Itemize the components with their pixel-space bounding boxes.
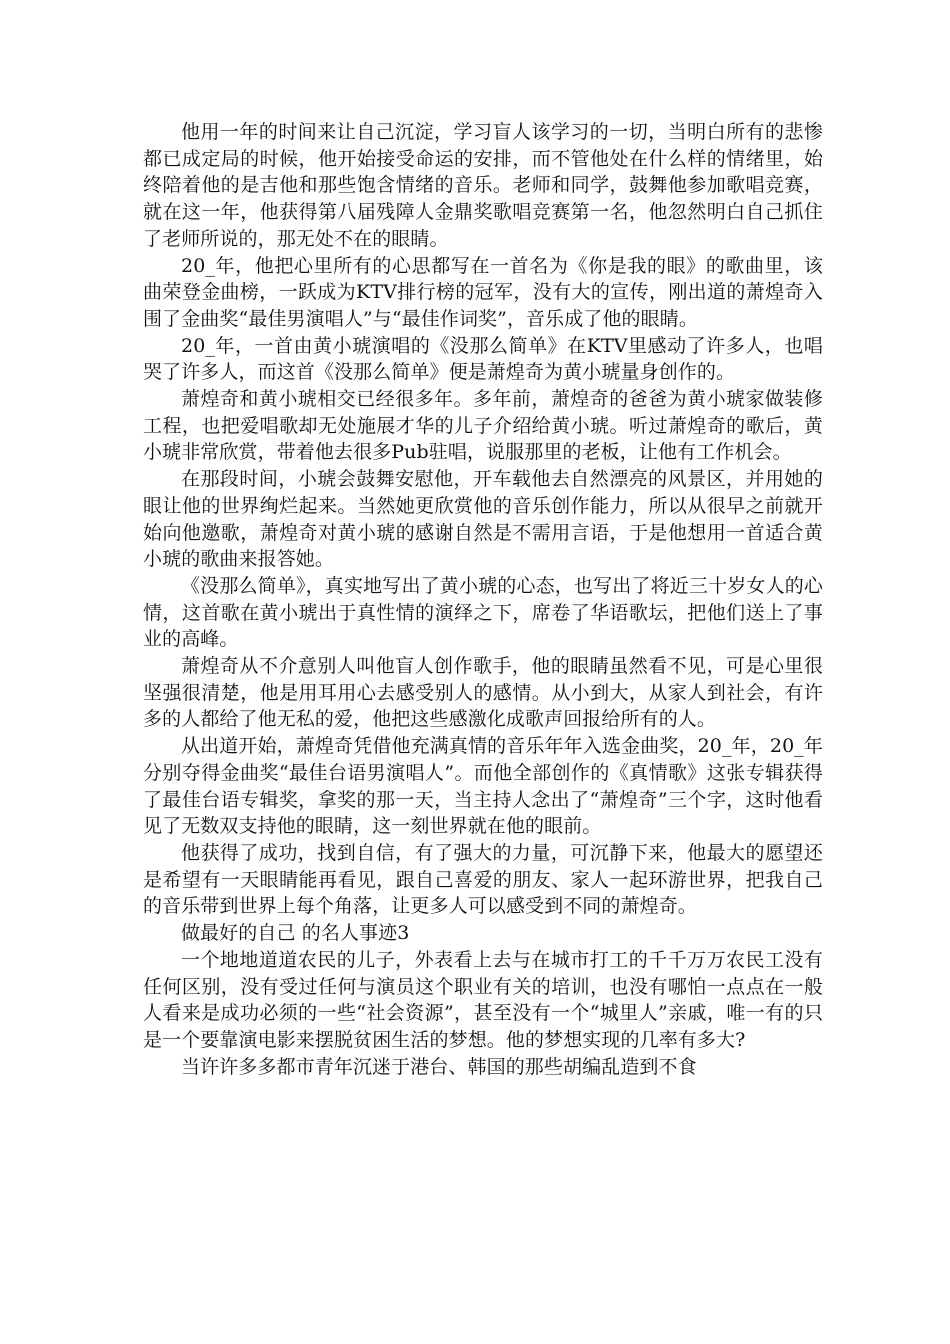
section-heading: 做最好的自己 的名人事迹3 <box>181 922 410 945</box>
paragraph: 当许许多多都市青年沉迷于港台、韩国的那些胡编乱造到不食 <box>181 1055 697 1078</box>
paragraph: 从出道开始，萧煌奇凭借他充满真情的音乐年年入选金曲奖，20_年，20_年分别夺得金曲奖“最佳台语男演唱人”。而他全部创作的《真情歌》这张专辑获得了最佳台语专辑奖，拿奖的那一天，当主持人念出了“萧煌奇”三个字，这时他看见了无数双支持他的眼睛，这一刻世界就在他的眼前。 <box>143 735 823 838</box>
paragraph: 他用一年的时间来让自己沉淀，学习盲人该学习的一切，当明白所有的悲惨都已成定局的时候，他开始接受命运的安排，而不管他处在什么样的情绪里，始终陪着他的是吉他和那些饱含情绪的音乐。老师和同学，鼓舞他参加歌唱竞赛，就在这一年，他获得第八届残障人金鼎奖歌唱竞赛第一名，他忽然明白自己抓住了老师所说的，那无处不在的眼睛。 <box>143 121 823 250</box>
paragraph: 他获得了成功，找到自信，有了强大的力量，可沉静下来，他最大的愿望还是希望有一天眼睛能再看见，跟自己喜爱的朋友、家人一起环游世界，把我自己的音乐带到世界上每个角落，让更多人可以感受到不同的萧煌奇。 <box>143 841 823 918</box>
document-body <box>143 119 823 1080</box>
paragraph: 一个地地道道农民的儿子，外表看上去与在城市打工的千千万万农民工没有任何区别，没有受过任何与演员这个职业有关的培训，也没有哪怕一点点在一般人看来是成功必须的一些“社会资源”，甚至没有一个“城里人”亲戚，唯一有的只是一个要靠演电影来摆脱贫困生活的梦想。他的梦想实现的几率有多大? <box>143 948 823 1051</box>
paragraph: 萧煌奇从不介意别人叫他盲人创作歌手，他的眼睛虽然看不见，可是心里很坚强很清楚，他是用耳用心去感受别人的感情。从小到大，从家人到社会，有许多的人都给了他无私的爱，他把这些感激化成歌声回报给所有的人。 <box>143 655 823 731</box>
paragraph: 20_年，一首由黄小琥演唱的《没那么简单》在KTV里感动了许多人，也唱哭了许多人，而这首《没那么简单》便是萧煌奇为黄小琥量身创作的。 <box>143 334 823 384</box>
paragraph: 在那段时间，小琥会鼓舞安慰他，开车载他去自然漂亮的风景区，并用她的眼让他的世界绚烂起来。当然她更欣赏他的音乐创作能力，所以从很早之前就开始向他邀歌，萧煌奇对黄小琥的感谢自然是不需用言语，于是他想用一首适合黄小琥的歌曲来报答她。 <box>143 468 823 571</box>
paragraph: 20_年，他把心里所有的心思都写在一首名为《你是我的眼》的歌曲里，该曲荣登金曲榜，一跃成为KTV排行榜的冠军，没有大的宣传，刚出道的萧煌奇入围了金曲奖“最佳男演唱人”与“最佳作词奖”，音乐成了他的眼睛。 <box>143 254 823 330</box>
paragraph: 《没那么简单》，真实地写出了黄小琥的心态，也写出了将近三十岁女人的心情，这首歌在黄小琥出于真性情的演绎之下，席卷了华语歌坛，把他们送上了事业的高峰。 <box>143 574 823 651</box>
paragraph: 萧煌奇和黄小琥相交已经很多年。多年前，萧煌奇的爸爸为黄小琥家做装修工程，也把爱唱歌却无处施展才华的儿子介绍给黄小琥。听过萧煌奇的歌后，黄小琥非常欣赏，带着他去很多Pub驻唱，说服那里的老板，让他有工作机会。 <box>143 388 823 464</box>
